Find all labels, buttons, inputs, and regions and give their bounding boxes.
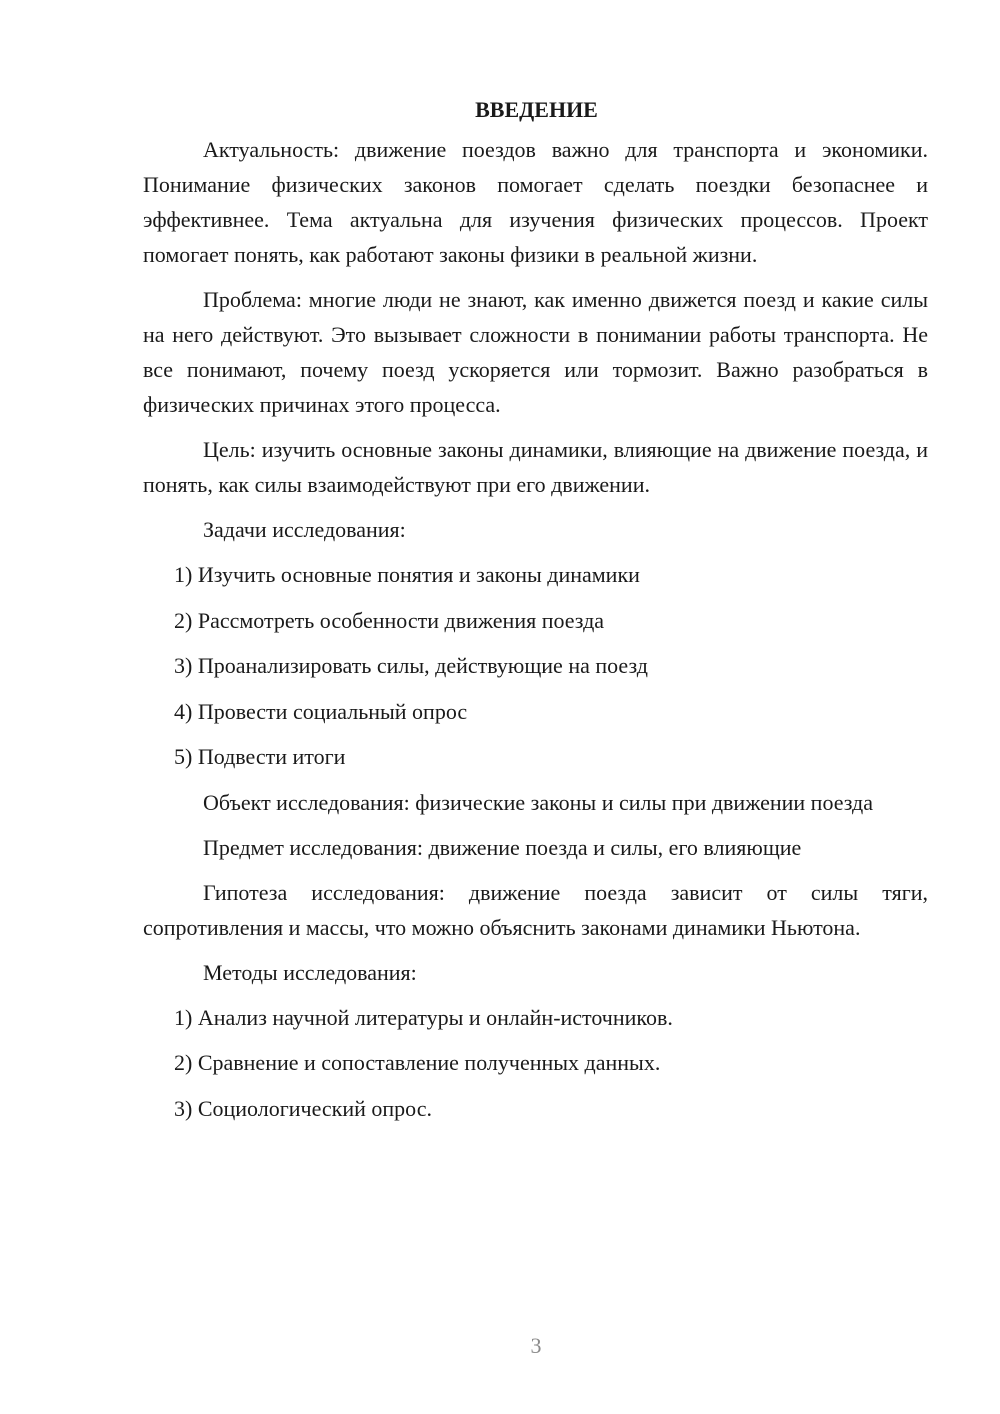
method-item: [143, 1000, 928, 1035]
page-content: [143, 92, 928, 1136]
task-item: [143, 739, 928, 774]
list-number: 2): [174, 1050, 193, 1075]
object-paragraph: Объект исследования: физические законы и силы при движении поезда: [203, 789, 874, 815]
goal-paragraph: Цель: изучить основные законы динамики, влияющие на движение поезда, и понять, как силы взаимодействуют при его движении.: [143, 437, 928, 497]
method-item: [143, 1091, 928, 1126]
hypothesis-paragraph: Гипотеза исследования: движение поезда зависит от силы тяги, сопротивления и массы, что можно объяснить законами динамики Ньютона.: [143, 879, 928, 940]
section-title: ВВЕДЕНИЕ: [475, 97, 598, 122]
task-item: [143, 694, 928, 729]
list-text: Социологический опрос.: [197, 1095, 432, 1121]
task-item: [143, 557, 928, 592]
method-item: [143, 1045, 928, 1080]
list-number: 1): [174, 1004, 193, 1030]
list-number: 2): [174, 607, 193, 633]
relevance-paragraph: Актуальность: движение поездов важно для транспорта и экономики. Понимание физических законов помогает сделать поездки безопаснее и эффективнее. Тема актуальна для изучения физических процессов. Проект помогает понять, как работают законы физики в реальной жизни.: [143, 137, 928, 267]
task-item: [143, 603, 928, 638]
methods-heading: Методы исследования:: [203, 959, 417, 985]
tasks-list: [143, 557, 928, 774]
list-number: 4): [174, 698, 193, 724]
methods-list: [143, 1000, 928, 1126]
problem-paragraph: Проблема: многие люди не знают, как именно движется поезд и какие силы на него действуют. Это вызывает сложности в понимании работы транспорта. Не все понимают, почему поезд ускоряется или тормозит. Важно разобраться в физических причинах этого процесса.: [143, 287, 928, 417]
subject-paragraph: Предмет исследования: движение поезда и силы, его влияющие: [203, 834, 802, 860]
task-item: [143, 648, 928, 683]
list-number: 5): [174, 744, 193, 769]
list-text: Изучить основные понятия и законы динамики: [197, 562, 640, 587]
list-text: Анализ научной литературы и онлайн-источников.: [197, 1004, 673, 1030]
list-text: Сравнение и сопоставление полученных данных.: [197, 1050, 661, 1075]
page-number: 3: [530, 1333, 542, 1358]
list-number: 1): [174, 562, 193, 587]
list-text: Проанализировать силы, действующие на поезд: [197, 653, 648, 678]
list-number: 3): [174, 653, 193, 678]
list-number: 3): [174, 1095, 193, 1121]
list-text: Провести социальный опрос: [197, 698, 468, 724]
list-text: Подвести итоги: [197, 744, 346, 769]
tasks-heading: Задачи исследования:: [203, 517, 406, 542]
list-text: Рассмотреть особенности движения поезда: [197, 607, 605, 633]
